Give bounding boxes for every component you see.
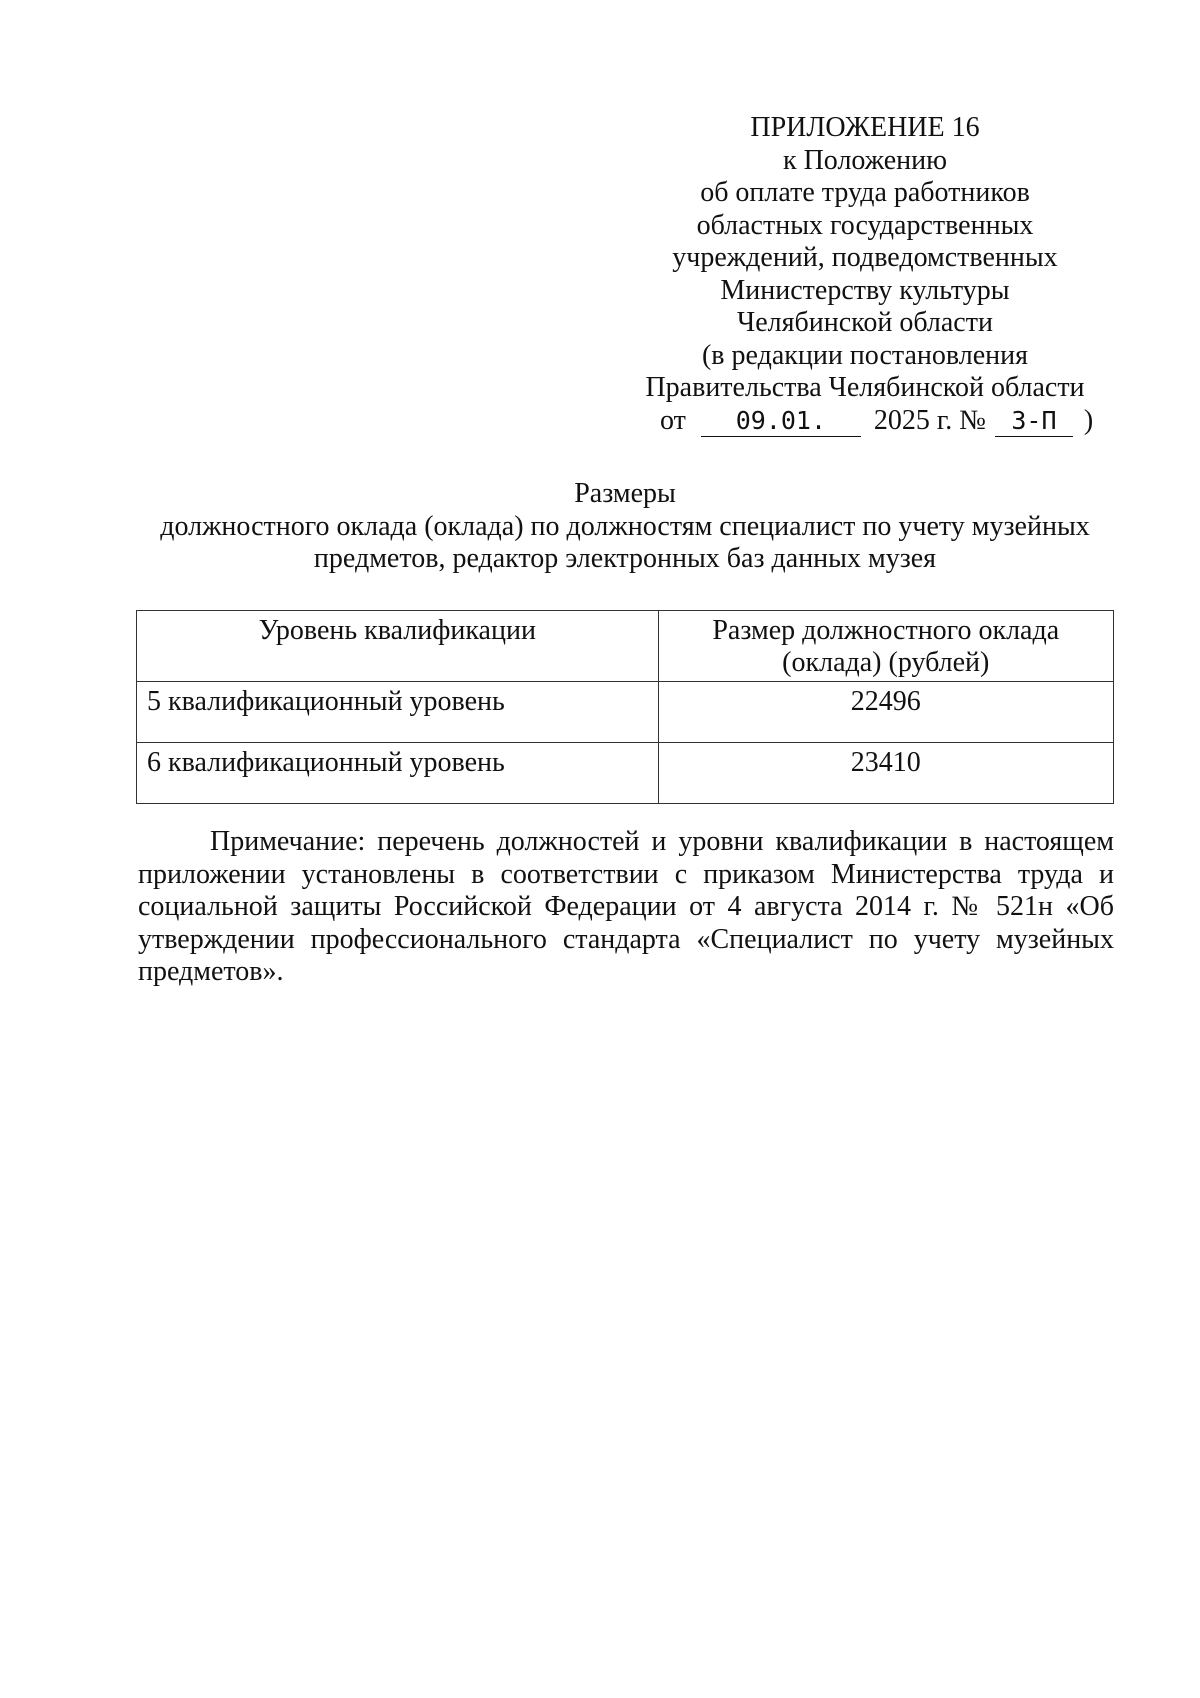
salary-amount-cell: 22496 [658, 682, 1113, 743]
note-paragraph: Примечание: перечень должностей и уровни квалификации в настоящем приложении установлены в соответствии с приказом Министерства труда и социальной защиты Российской Федерации от 4 августа 2014 г. № 521н «Об утверждении профессионального стандарта «Специалист по учету музейных предметов». [138, 826, 1114, 987]
appendix-line: об оплате труда работников [700, 177, 1030, 208]
close-paren: ) [1083, 404, 1094, 436]
resolution-number-field: 3-П [995, 406, 1073, 437]
appendix-line: областных государственных [696, 209, 1034, 241]
table-row [137, 743, 1114, 804]
resolution-year: 2025 г. № [873, 404, 986, 436]
date-prefix: от [660, 404, 686, 436]
header-qualification-level: Уровень квалификации [137, 611, 659, 682]
salary-table [136, 610, 1114, 804]
title-line-2: должностного оклада (оклада) по должностям специалист по учету музейных [160, 510, 1090, 542]
appendix-header [620, 112, 1110, 437]
appendix-line: к Положению [782, 144, 948, 176]
appendix-title: ПРИЛОЖЕНИЕ 16 [750, 112, 980, 143]
appendix-line: Правительства Челябинской области [645, 372, 1085, 403]
resolution-date-field: 09.01. [701, 406, 861, 437]
appendix-line: учреждений, подведомственных [672, 242, 1058, 273]
appendix-line: Челябинской области [737, 307, 993, 338]
table-header-row [137, 611, 1114, 682]
title-line-3: предметов, редактор электронных баз данных музея [313, 543, 937, 574]
title-line-1: Размеры [574, 478, 676, 509]
header-salary-size: Размер должностного оклада (оклада) (рублей) [658, 611, 1113, 682]
appendix-line: (в редакции постановления [701, 339, 1029, 371]
table-row [137, 682, 1114, 743]
document-title [130, 478, 1120, 576]
resolution-date-line [620, 405, 1110, 438]
salary-amount-cell: 23410 [658, 743, 1113, 804]
qualification-level-cell: 5 квалификационный уровень [137, 682, 659, 743]
appendix-line: Министерству культуры [720, 274, 1010, 306]
qualification-level-cell: 6 квалификационный уровень [137, 743, 659, 804]
